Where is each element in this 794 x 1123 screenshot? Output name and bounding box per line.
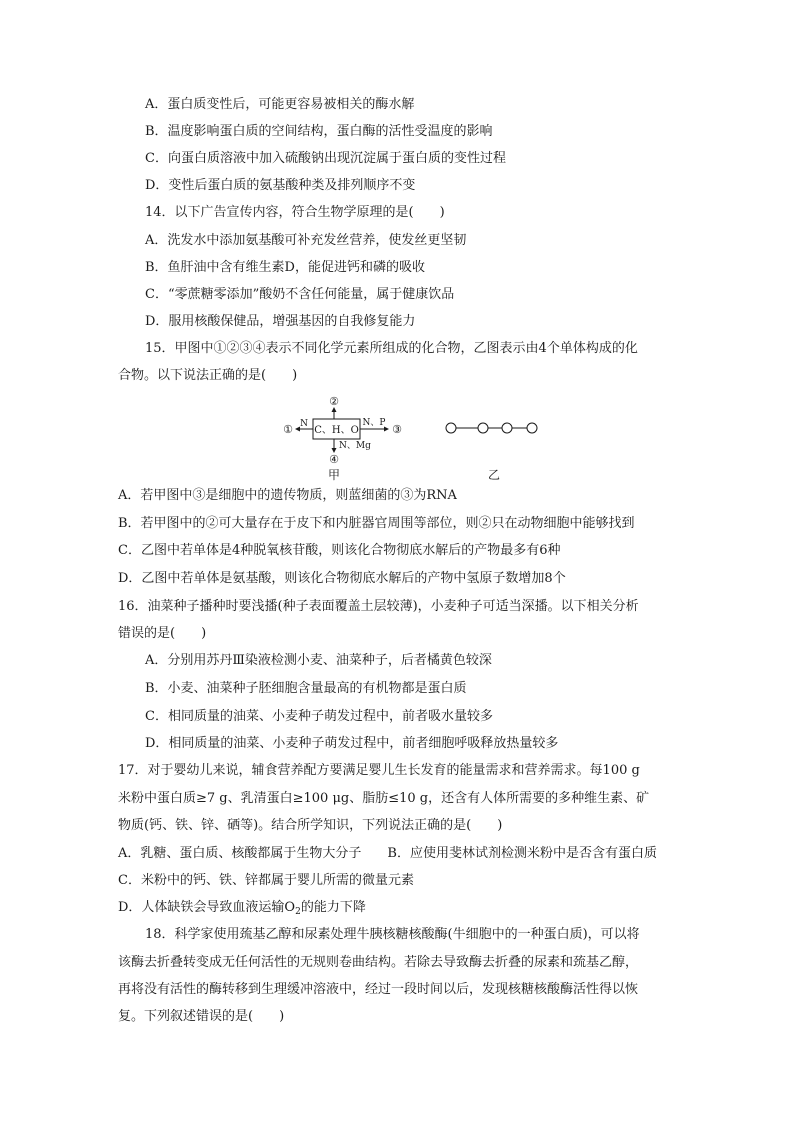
q15-option-d: D．乙图中若单体是氨基酸，则该化合物彻底水解后的产物中氢原子数增加8个 [118,571,566,586]
node-2-label: ② [329,395,339,408]
bottom-element-label: N、Mg [339,441,371,451]
node-3-label: ③ [392,423,402,436]
center-element-text: C、H、O [314,425,359,436]
q16-stem-line1: 16．油菜种子播种时要浅播(种子表面覆盖土层较薄)，小麦种子可适当深播。以下相关分析 [118,599,639,614]
q17-stem-line2: 米粉中蛋白质≥7 g、乳清蛋白≥100 μg、脂肪≤10 g，还含有人体所需要的多种维生素、矿 [118,791,650,806]
q14-stem: 14．以下广告宣传内容，符合生物学原理的是( ) [145,205,445,220]
q15-stem-line2: 合物。以下说法正确的是( ) [118,368,298,383]
q16-option-b: B．小麦、油菜种子胚细胞含量最高的有机物都是蛋白质 [145,681,467,696]
figure-yi-label: 乙 [487,468,501,482]
monomer-2 [478,423,488,433]
q18-stem-line4: 复。下列叙述错误的是( ) [118,1009,285,1024]
q18-stem-line2: 该酶去折叠转变成无任何活性的无规则卷曲结构。若除去导致酶去折叠的尿素和巯基乙醇， [118,955,639,970]
q17-option-d-subscript: 2 [295,907,301,917]
node-1-label: ① [283,423,293,436]
monomer-1 [446,423,456,433]
q17-stem-line1: 17．对于婴幼儿来说，辅食营养配方要满足婴儿生长发育的能量需求和营养需求。每100 g [118,763,640,778]
q17-option-ab: A．乳糖、蛋白质、核酸都属于生物大分子 B．应使用斐林试剂检测米粉中是否含有蛋白质 [118,846,657,861]
q14-option-c: C．“零蔗糖零添加”酸奶不含任何能量，属于健康饮品 [145,287,455,302]
q14-option-a: A．洗发水中添加氨基酸可补充发丝营养，使发丝更坚韧 [145,233,467,248]
q17-option-c: C．米粉中的钙、铁、锌都属于婴儿所需的微量元素 [118,873,414,888]
figure-jia-label: 甲 [327,468,341,482]
q18-stem-line3: 再将没有活性的酶转移到生理缓冲溶液中，经过一段时间以后，发现核糖核酸酶活性得以恢 [118,982,639,997]
q15-stem-line1: 15．甲图中①②③④表示不同化学元素所组成的化合物，乙图表示由4个单体构成的化 [145,341,638,356]
q13-option-b: B．温度影响蛋白质的空间结构，蛋白酶的活性受温度的影响 [145,124,493,139]
node-4-label: ④ [329,453,339,466]
q16-option-a: A．分别用苏丹Ⅲ染液检测小麦、油菜种子，后者橘黄色较深 [145,653,492,668]
q16-option-d: D．相同质量的油菜、小麦种子萌发过程中，前者细胞呼吸释放热量较多 [145,736,559,751]
q15-option-b: B．若甲图中的②可大量存在于皮下和内脏器官周围等部位，则②只在动物细胞中能够找到 [118,516,635,531]
q17-option-d-text-end: 的能力下降 [300,900,366,915]
q13-option-d: D．变性后蛋白质的氨基酸种类及排列顺序不变 [145,178,416,193]
q18-stem-line1: 18．科学家使用巯基乙醇和尿素处理牛胰核糖核酸酶(牛细胞中的一种蛋白质)，可以将 [145,927,640,942]
monomer-4 [527,423,537,433]
q16-option-c: C．相同质量的油菜、小麦种子萌发过程中，前者吸水量较多 [145,709,493,724]
q14-option-b: B．鱼肝油中含有维生素D，能促进钙和磷的吸收 [145,260,425,275]
q13-option-a: A．蛋白质变性后，可能更容易被相关的酶水解 [145,97,415,112]
left-element-label: N [300,419,308,429]
q15-option-a: A．若甲图中③是细胞中的遗传物质，则蓝细菌的③为RNA [118,488,457,503]
q15-option-c: C．乙图中若单体是4种脱氧核苷酸，则该化合物彻底水解后的产物最多有6种 [118,543,561,558]
monomer-3 [502,423,512,433]
q16-stem-line2: 错误的是( ) [118,626,207,641]
q14-option-d: D．服用核酸保健品，增强基因的自我修复能力 [145,314,416,329]
q17-option-d [118,900,366,920]
q17-option-d-text: D．人体缺铁会导致血液运输O [118,900,296,915]
q17-stem-line3: 物质(钙、铁、锌、硒等)。结合所学知识，下列说法正确的是( ) [118,818,503,833]
q13-option-c: C．向蛋白质溶液中加入硫酸钠出现沉淀属于蛋白质的变性过程 [145,151,506,166]
right-element-label: N、P [362,418,386,428]
